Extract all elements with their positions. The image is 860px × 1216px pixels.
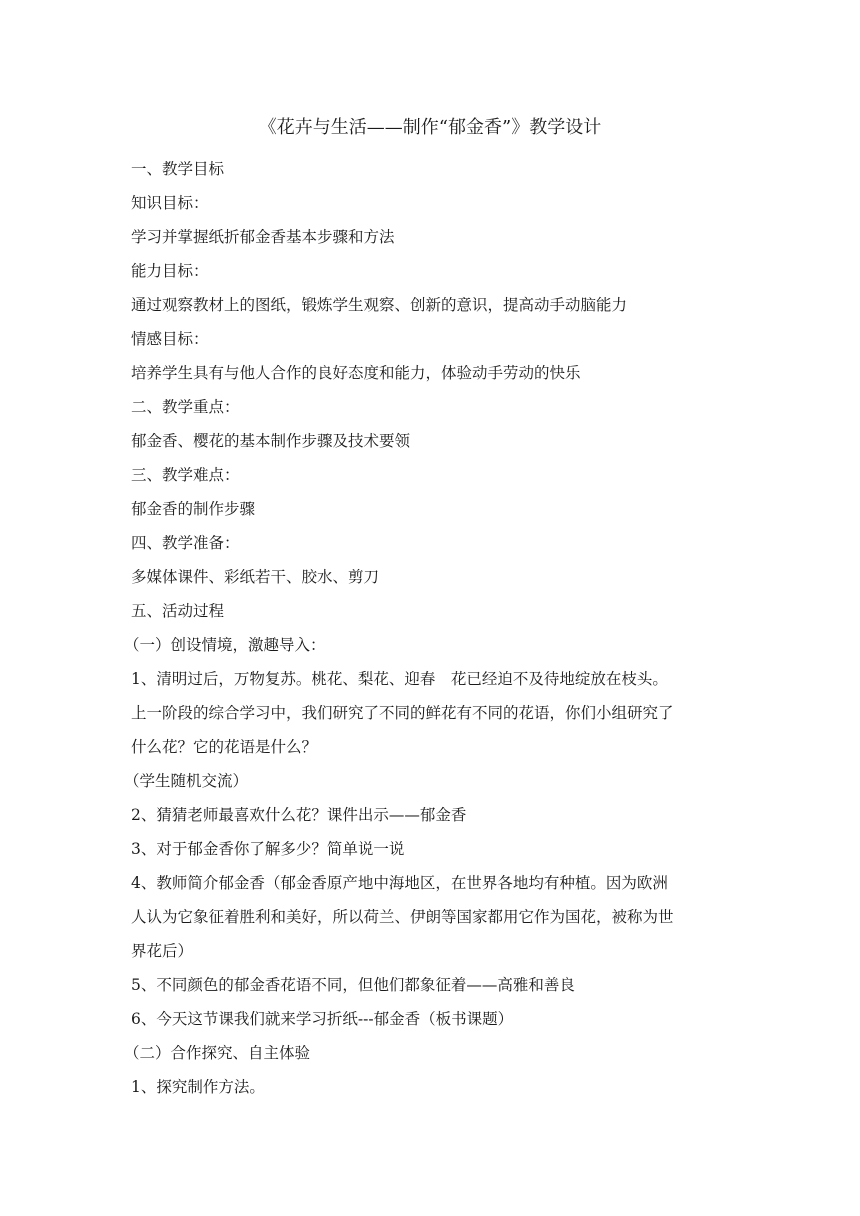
- process-part2-heading: （二）合作探究、自主体验: [124, 1044, 311, 1062]
- section-heading-preparation: 四、教学准备：: [131, 534, 240, 552]
- process-item1-line3: 什么花？它的花语是什么？: [131, 738, 318, 756]
- process-item2: 2、猜猜老师最喜欢什么花？课件出示——郁金香: [131, 806, 467, 824]
- process-item4-line3: 界花后）: [131, 942, 194, 960]
- process-item1-line1: 1、清明过后，万物复苏。桃花、梨花、迎春 花已经迫不及待地绽放在枝头。: [131, 670, 668, 688]
- emotion-goal-label: 情感目标：: [131, 330, 209, 348]
- difficulties-text: 郁金香的制作步骤: [131, 500, 256, 518]
- knowledge-goal-label: 知识目标：: [131, 194, 209, 212]
- process-item4-line2: 人认为它象征着胜利和美好，所以荷兰、伊朗等国家都用它作为国花，被称为世: [131, 908, 674, 926]
- document-title: 《花卉与生活——制作“郁金香”》教学设计: [258, 117, 602, 138]
- preparation-text: 多媒体课件、彩纸若干、胶水、剪刀: [131, 568, 380, 586]
- section-heading-difficulties: 三、教学难点：: [131, 466, 240, 484]
- process-item6: 6、今天这节课我们就来学习折纸---郁金香（板书课题）: [131, 1010, 514, 1028]
- section-heading-process: 五、活动过程: [131, 602, 225, 620]
- ability-goal-text: 通过观察教材上的图纸，锻炼学生观察、创新的意识，提高动手动脑能力: [131, 296, 628, 314]
- process-item4-line1: 4、教师简介郁金香（郁金香原产地中海地区，在世界各地均有种植。因为欧洲: [131, 874, 668, 892]
- process-item3: 3、对于郁金香你了解多少？简单说一说: [131, 840, 405, 858]
- document-body: [124, 152, 736, 1104]
- process-part2-item1: 1、探究制作方法。: [131, 1078, 265, 1096]
- process-item1-line2: 上一阶段的综合学习中，我们研究了不同的鲜花有不同的花语，你们小组研究了: [131, 704, 674, 722]
- knowledge-goal-text: 学习并掌握纸折郁金香基本步骤和方法: [131, 228, 395, 246]
- key-points-text: 郁金香、樱花的基本制作步骤及技术要领: [131, 432, 411, 450]
- student-note: （学生随机交流）: [124, 772, 249, 790]
- process-part1-heading: （一）创设情境，激趣导入：: [124, 636, 326, 654]
- process-item5: 5、不同颜色的郁金香花语不同，但他们都象征着——高雅和善良: [131, 976, 575, 994]
- ability-goal-label: 能力目标：: [131, 262, 209, 280]
- emotion-goal-text: 培养学生具有与他人合作的良好态度和能力，体验动手劳动的快乐: [131, 364, 581, 382]
- section-heading-objectives: 一、教学目标: [131, 160, 225, 178]
- section-heading-key-points: 二、教学重点：: [131, 398, 240, 416]
